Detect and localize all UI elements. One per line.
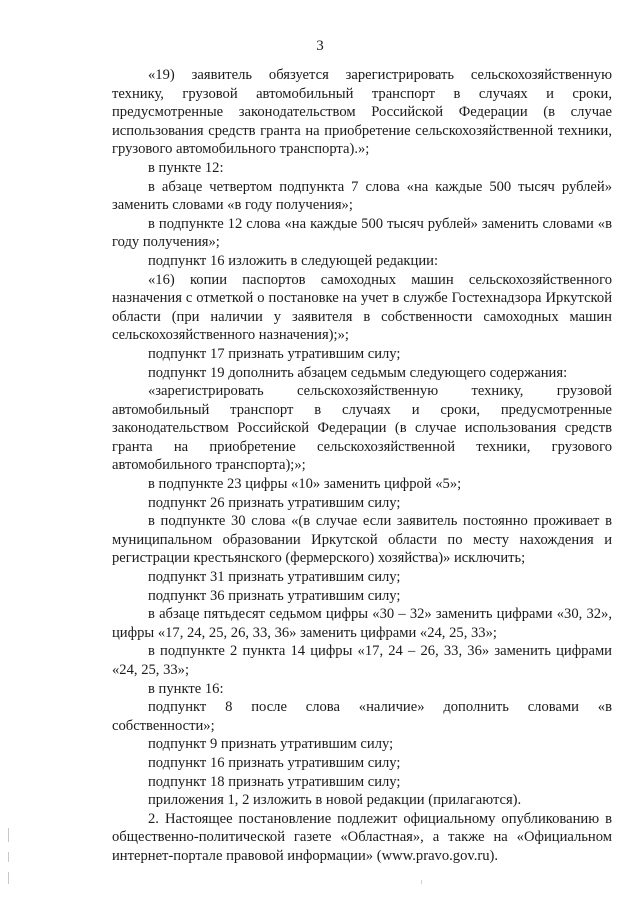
paragraph: в абзаце пятьдесят седьмом цифры «30 – 32» заменить цифрами «30, 32», цифры «17, 24, 25, 26, 33, 36» заменить цифрами «24, 25, 33»;	[112, 606, 612, 641]
scan-artifact	[421, 880, 422, 884]
paragraph: приложения 1, 2 изложить в новой редакции (прилагаются).	[148, 792, 522, 809]
paragraph: 2. Настоящее постановление подлежит официальному опубликованию в общественно-политической газете «Областная», а также на «Официальном интернет-портале правовой информации» (www.pravo.gov.ru).	[112, 810, 612, 864]
paragraph: подпункт 16 признать утратившим силу;	[148, 754, 401, 771]
paragraph: в подпункте 23 цифры «10» заменить цифрой «5»;	[148, 476, 462, 493]
paragraph: подпункт 16 изложить в следующей редакции:	[148, 252, 439, 269]
document-body	[112, 66, 612, 866]
paragraph: «16) копии паспортов самоходных машин сельскохозяйственного назначения с отметкой о постановке на учет в службе Гостехнадзора Иркутской области (при наличии у заявителя в собственности самоходных машин сельскохозяйственного назначения);»;	[112, 271, 612, 344]
paragraph: в пункте 12:	[148, 159, 224, 176]
paragraph: в подпункте 2 пункта 14 цифры «17, 24 – 26, 33, 36» заменить цифрами «24, 25, 33»;	[112, 643, 612, 678]
paragraph: в подпункте 12 слова «на каждые 500 тысяч рублей» заменить словами «в году получения»;	[112, 215, 612, 251]
paragraph: в подпункте 30 слова «(в случае если заявитель постоянно проживает в муниципальном образовании Иркутской области по месту нахождения и регистрации крестьянского (фермерского) хозяйства)» исключить;	[112, 513, 612, 567]
paragraph: «зарегистрировать сельскохозяйственную технику, грузовой автомобильный транспорт в случаях и сроки, предусмотренные законодательством Российской Федерации (в случае использования средств гранта на приобретение сельскохозяйственной техники, грузового автомобильного транспорта);»;	[112, 383, 612, 474]
page-number: 3	[316, 38, 324, 54]
paragraph: подпункт 26 признать утратившим силу;	[148, 494, 401, 511]
paragraph: подпункт 19 дополнить абзацем седьмым следующего содержания:	[148, 364, 568, 381]
paragraph: «19) заявитель обязуется зарегистрировать сельскохозяйственную технику, грузовой автомобильный транспорт в случаях и сроки, предусмотренные законодательством Российской Федерации (в случае использования средств гранта на приобретение сельскохозяйственной техники, грузового автомобильного транспорта).»;	[112, 67, 612, 158]
scan-artifact	[8, 872, 9, 884]
scan-artifact	[8, 852, 9, 862]
paragraph: подпункт 31 признать утратившим силу;	[148, 569, 401, 586]
paragraph: в абзаце четвертом подпункта 7 слова «на каждые 500 тысяч рублей» заменить словами «в году получения»;	[112, 178, 612, 214]
paragraph: подпункт 36 признать утратившим силу;	[148, 587, 401, 604]
paragraph: подпункт 8 после слова «наличие» дополнить словами «в собственности»;	[112, 699, 612, 734]
scan-artifact	[8, 828, 9, 842]
paragraph: в пункте 16:	[148, 680, 224, 697]
paragraph: подпункт 18 признать утратившим силу;	[148, 773, 401, 790]
paragraph: подпункт 17 признать утратившим силу;	[148, 345, 401, 362]
paragraph: подпункт 9 признать утратившим силу;	[148, 736, 394, 753]
